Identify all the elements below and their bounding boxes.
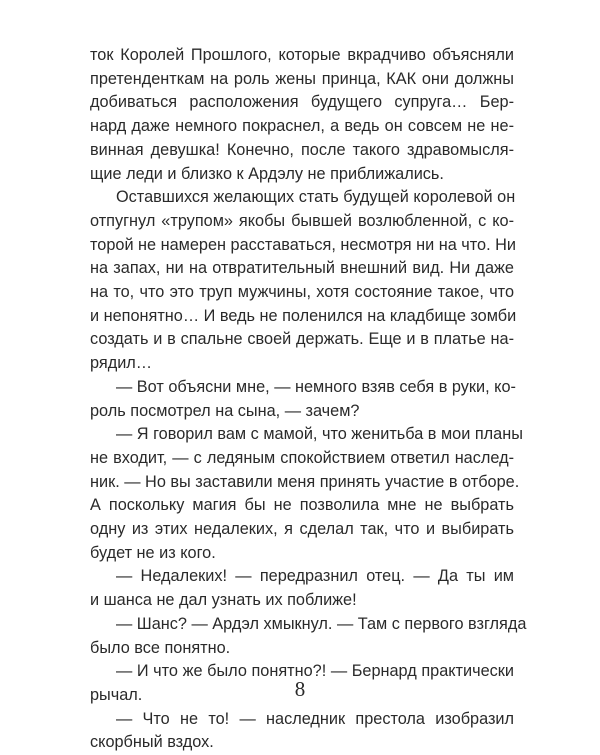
text-line: Оставшихся желающих стать будущей королевой он — [116, 188, 516, 207]
text-line: — Я говорил вам с мамой, что женитьба в мои планы — [116, 425, 523, 444]
paragraph — [90, 44, 514, 186]
text-line: на запах, ни на отвратительный внешний вид. Ни даже — [90, 259, 514, 278]
body-text — [90, 44, 527, 755]
text-line: нард даже немного покраснел, а ведь он совсем не не- — [90, 117, 514, 136]
text-line: рычал. — [90, 685, 143, 704]
text-line: винная девушка! Конечно, после такого здравомысля- — [90, 140, 514, 159]
paragraph — [90, 423, 523, 565]
text-line: претенденткам на роль жены принца, КАК они должны — [90, 69, 514, 88]
text-line: и шанса не дал узнать их поближе! — [90, 591, 357, 610]
text-line: было все понятно. — [90, 638, 231, 657]
paragraph — [90, 708, 514, 755]
text-line: скорбный вздох. — [90, 733, 214, 752]
text-line: торой не намерен расставаться, несмотря ни на что. Ни — [90, 235, 517, 254]
text-line: будет не из кого. — [90, 543, 216, 562]
text-line: — И что же было понятно?! — Бернард практически — [116, 662, 514, 681]
text-line: щие леди и близко к Ардэлу не приближались. — [90, 164, 444, 183]
text-line: создать и в спальне своей держать. Еще и в платье на- — [90, 330, 514, 349]
text-line: ток Королей Прошлого, которые вкрадчиво объясняли — [90, 46, 514, 64]
paragraph — [90, 613, 527, 660]
text-line: добиваться расположения будущего супруга… Бер- — [90, 93, 514, 112]
text-line: рядил… — [90, 354, 153, 373]
text-line: одну из этих недалеких, я сделал так, что и выбирать — [90, 520, 514, 539]
text-line: — Вот объясни мне, — немного взяв себя в руки, ко- — [116, 377, 516, 396]
text-line: ник. — Но вы заставили меня принять участие в отборе. — [90, 472, 520, 491]
text-line: отпугнул «трупом» якобы бывшей возлюбленной, с ко- — [90, 211, 514, 230]
text-line: А поскольку магия бы не позволила мне не выбрать — [90, 496, 514, 515]
page-number: 8 — [294, 677, 306, 701]
paragraph — [90, 376, 514, 423]
paragraph — [90, 565, 514, 612]
text-line: — Что не то! — наследник престола изобразил — [116, 709, 514, 728]
text-line: — Недалеких! — передразнил отец. — Да ты им — [116, 567, 514, 586]
text-line: на то, что это труп мужчины, хотя состояние такое, что — [90, 283, 514, 302]
text-line: роль посмотрел на сына, — зачем? — [90, 401, 360, 420]
text-line: не входит, — с ледяным спокойствием ответил наслед- — [90, 448, 514, 467]
paragraph — [90, 186, 517, 376]
text-line: и непонятно… И ведь не поленился на кладбище зомби — [90, 306, 517, 325]
text-line: — Шанс? — Ардэл хмыкнул. — Там с первого взгляда — [116, 614, 527, 633]
